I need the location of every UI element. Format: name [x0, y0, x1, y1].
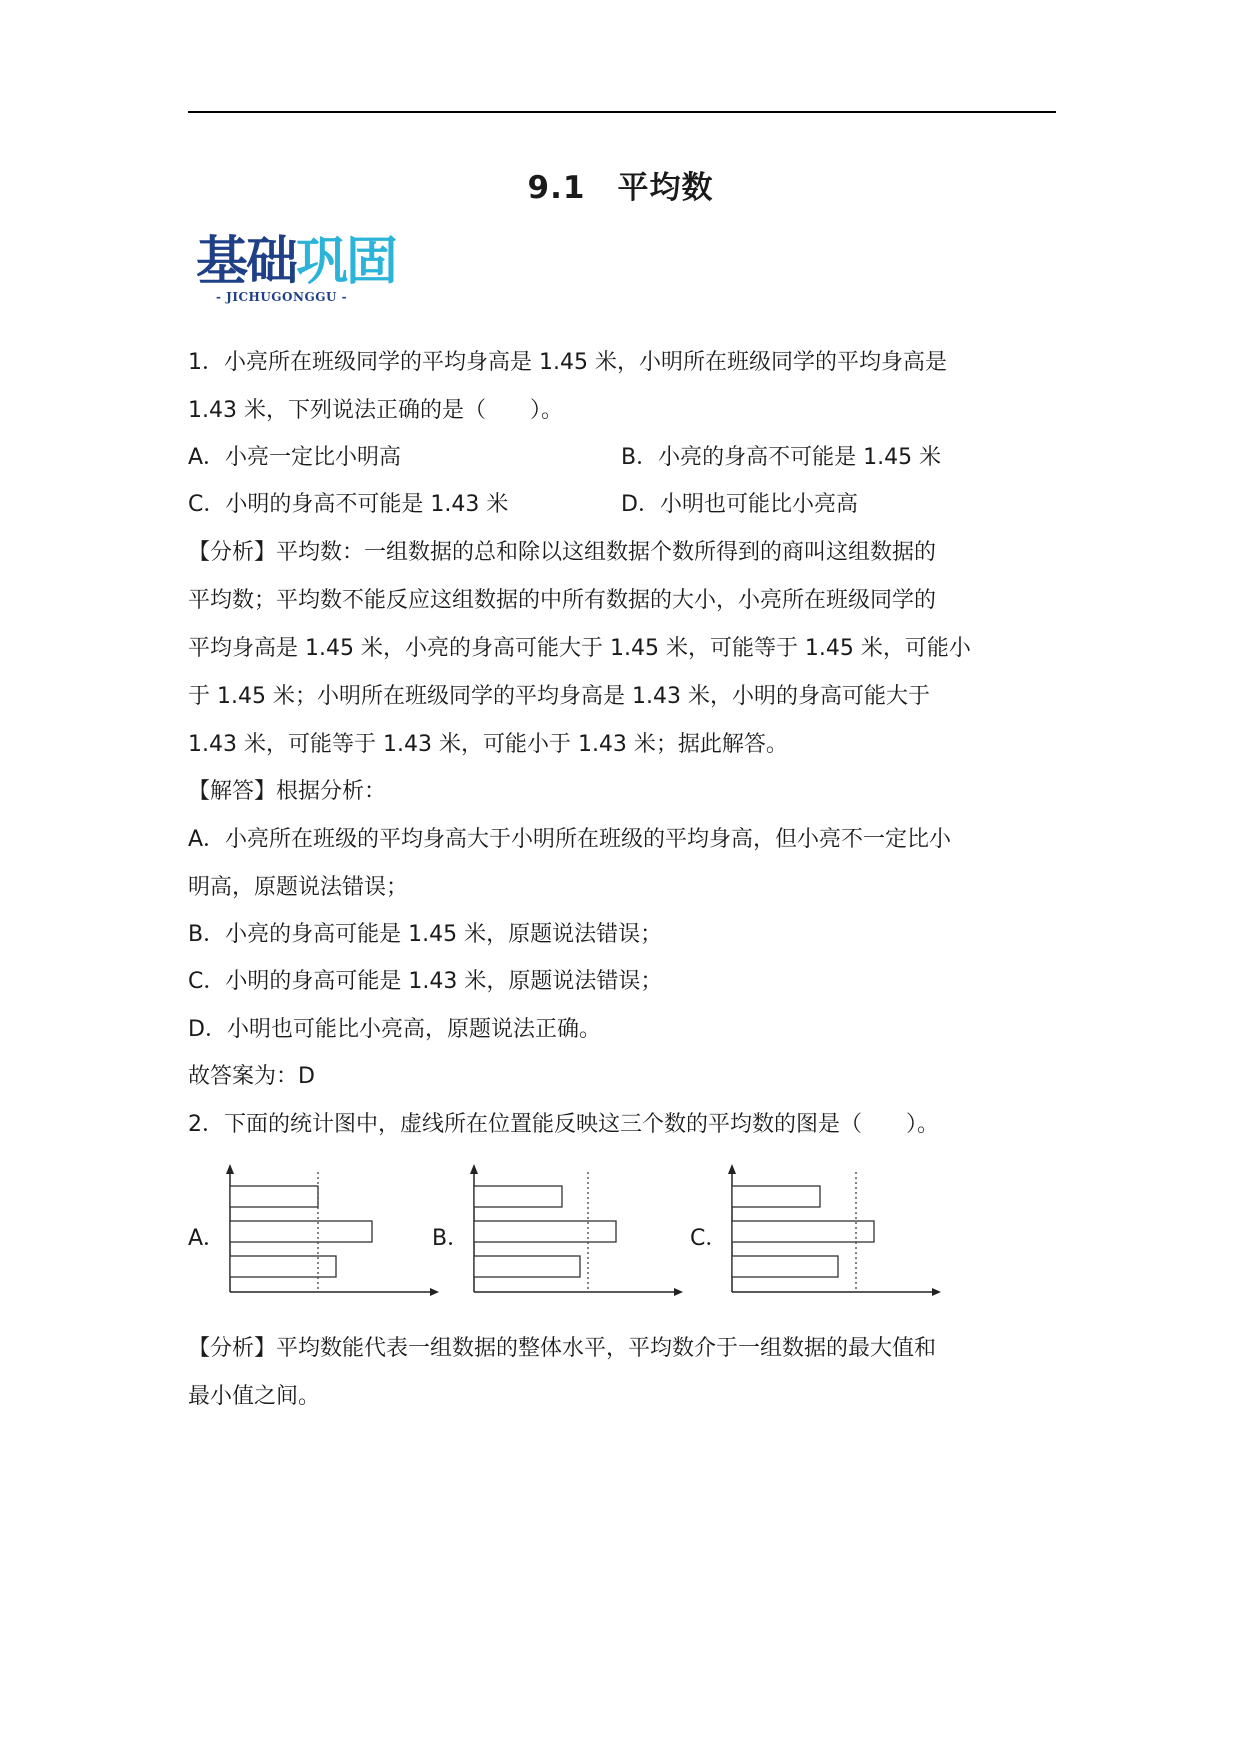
q1-option-d: D．小明也可能比小亮高	[621, 492, 858, 517]
chart-c-label: C．	[690, 1226, 728, 1251]
bar	[230, 1186, 318, 1207]
q1-option-c: C．小明的身高不可能是 1.43 米	[188, 492, 509, 517]
bar	[230, 1221, 372, 1242]
q1-analysis-line: 于 1.45 米；小明所在班级同学的平均身高是 1.43 米，小明的身高可能大于	[188, 684, 930, 709]
badge-subtitle: - JICHUGONGGU -	[216, 290, 348, 304]
y-axis-arrow	[226, 1164, 234, 1174]
x-axis-arrow	[430, 1288, 439, 1296]
q1-answer-line: B．小亮的身高可能是 1.45 米，原题说法错误；	[188, 922, 663, 947]
chart-b-label: B．	[432, 1226, 470, 1251]
y-axis-arrow	[470, 1164, 478, 1174]
q1-analysis-line: 平均数；平均数不能反应这组数据的中所有数据的大小，小亮所在班级同学的	[188, 588, 937, 613]
bar	[230, 1256, 336, 1277]
header-rule	[188, 111, 1056, 113]
q1-answer-final: 故答案为：D	[188, 1064, 315, 1089]
x-axis-arrow	[932, 1288, 941, 1296]
x-axis-arrow	[674, 1288, 683, 1296]
chart-b	[470, 1162, 690, 1302]
q1-answer-line: A．小亮所在班级的平均身高大于小明所在班级的平均身高，但小亮不一定比小	[188, 827, 952, 852]
q2-analysis-line: 最小值之间。	[188, 1384, 321, 1409]
q1-answer-line: 【解答】根据分析：	[188, 779, 387, 804]
bar	[474, 1186, 562, 1207]
q1-stem-line1: 1．小亮所在班级同学的平均身高是 1.45 米，小明所在班级同学的平均身高是	[188, 350, 947, 375]
bar	[474, 1221, 616, 1242]
q1-analysis-line: 【分析】平均数：一组数据的总和除以这组数据个数所得到的商叫这组数据的	[188, 540, 937, 565]
bar	[474, 1256, 580, 1277]
q1-answer-line: D．小明也可能比小亮高，原题说法正确。	[188, 1017, 601, 1042]
q1-analysis-line: 平均身高是 1.45 米，小亮的身高可能大于 1.45 米，可能等于 1.45 米，可能小	[188, 636, 971, 661]
page-title: 9.1 平均数	[527, 170, 714, 206]
bar	[732, 1256, 838, 1277]
q2-analysis-line: 【分析】平均数能代表一组数据的整体水平，平均数介于一组数据的最大值和	[188, 1336, 937, 1361]
q1-stem-line2: 1.43 米，下列说法正确的是（ ）。	[188, 398, 563, 423]
badge-title	[196, 232, 396, 292]
chart-a	[226, 1162, 436, 1302]
q1-answer-line: C．小明的身高可能是 1.43 米，原题说法错误；	[188, 969, 663, 994]
q1-answer-line: 明高，原题说法错误；	[188, 875, 409, 900]
q1-analysis-line: 1.43 米，可能等于 1.43 米，可能小于 1.43 米；据此解答。	[188, 732, 788, 757]
y-axis-arrow	[728, 1164, 736, 1174]
badge-char: 础	[246, 232, 297, 292]
badge-char: 巩	[296, 232, 347, 292]
bar	[732, 1221, 874, 1242]
badge-char: 基	[196, 232, 247, 292]
q1-option-b: B．小亮的身高不可能是 1.45 米	[621, 445, 942, 470]
q1-option-a: A．小亮一定比小明高	[188, 445, 402, 470]
q2-stem: 2．下面的统计图中，虚线所在位置能反映这三个数的平均数的图是（ ）。	[188, 1112, 939, 1137]
bar	[732, 1186, 820, 1207]
chart-a-label: A．	[188, 1226, 226, 1251]
section-badge	[196, 232, 420, 310]
chart-c	[728, 1162, 948, 1302]
badge-char: 固	[346, 232, 397, 292]
